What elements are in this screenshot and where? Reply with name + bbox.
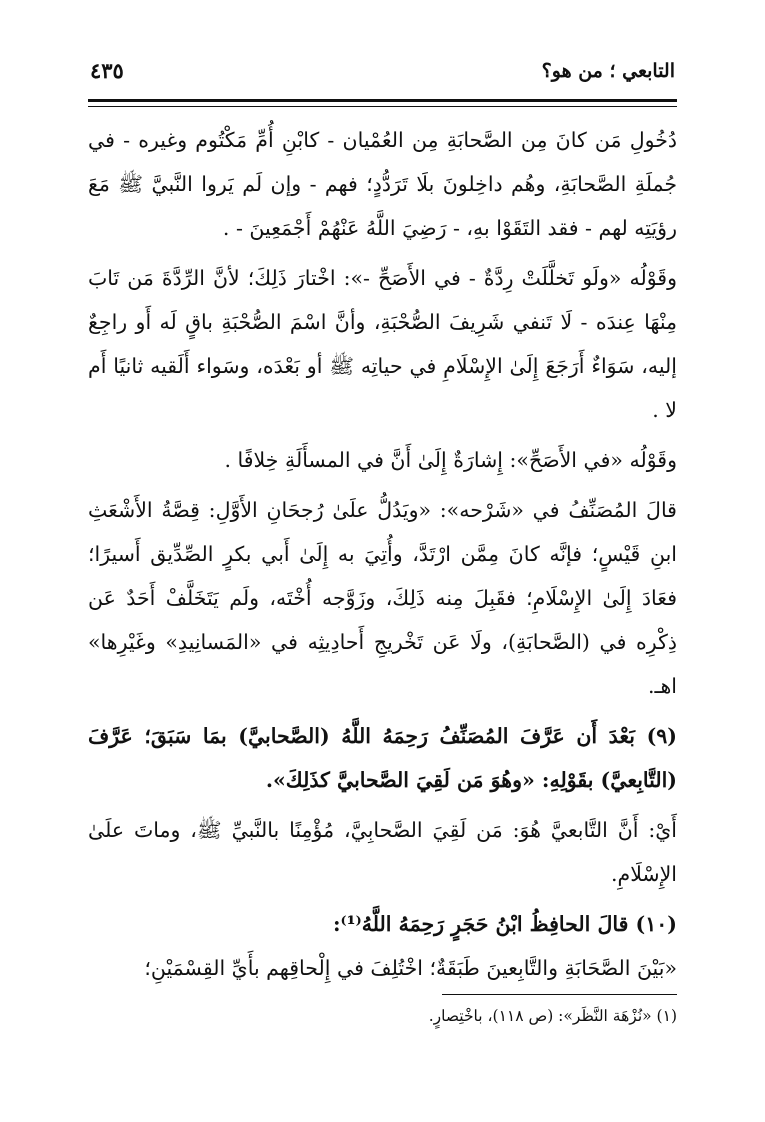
page-header: [90, 58, 675, 94]
paragraph-tabii-definition: أَيْ: أَنَّ التَّابعيَّ هُوَ: مَن لَقِيَ الصَّحابِيَّ، مُؤْمِنًا بالنَّبيِّ ﷺ، وماتَ علَىٰ الإِسْلَامِ.: [88, 818, 677, 886]
header-rule-thick: [88, 99, 677, 102]
paragraph-blind-companions: دُخُولِ مَن كانَ مِن الصَّحابَةِ مِن العُمْيان - كابْنِ أُمِّ مَكْتُوم وغيره - في جُملَةِ الصَّحابَةِ، وهُم داخِلونَ بلَا تَرَدُّدٍ؛ فهم - وإن لَم يَروا النَّبيَّ ﷺ مَعَ رؤيَتِه لهم - فقد التَقَوْا بهِ، - رَضِيَ اللَّهُ عَنْهُمْ أَجْمَعِينَ - .: [88, 128, 678, 240]
paragraph-quote-start: «بَيْنَ الصَّحَابَةِ والتَّابِعينَ طَبَقَةٌ؛ اخْتُلِفَ في إِلْحاقِهم بأَيِّ القِسْمَيْنِ؛: [144, 956, 677, 980]
paragraph-point-9: (٩) بَعْدَ أَن عَرَّفَ المُصَنِّفُ رَحِمَهُ اللَّهُ (الصَّحابيَّ) بمَا سَبَقَ؛ عَرَّفَ (التَّابِعيَّ) بقَوْلِهِ: «وهُوَ مَن لَقِيَ الصَّحابيَّ كذَلِكَ».: [88, 724, 677, 792]
paragraph-most-correct: وقَوْلُه «في الأَصَحِّ»: إِشارَةٌ إِلَىٰ أَنَّ في المسأَلَةِ خِلافًا .: [224, 448, 677, 472]
paragraph-ashath-story: قالَ المُصَنِّفُ في «شَرْحه»: «ويَدُلُّ علَىٰ رُجحَانِ الأَوَّلِ: قِصَّةُ الأَشْعَثِ ابنِ قَيْسٍ؛ فإنَّه كانَ مِمَّن ارْتَدَّ، وأُتِيَ به إِلَىٰ أَبي بكرٍ الصِّدِّيق أَسيرًا؛ فعَادَ إِلَىٰ الإِسْلَامِ؛ فقَبِلَ مِنه ذَلِكَ، وزَوَّجه أُخْتَه، ولَم يَتَخَلَّفْ أَحَدٌ عَن ذِكْرِه في (الصَّحابَةِ)، ولَا عَن تَخْريجِ أَحادِيثِه في «المَسانِيدِ» وغَيْرِها» اهـ.: [88, 498, 677, 698]
page-number: ٤٣٥: [90, 58, 124, 83]
footnote: (١) «نُزْهَة النَّظَر»: (ص ١١٨)، باخْتِصارٍ.: [428, 1007, 677, 1025]
header-rule-thin: [88, 106, 677, 107]
footnote-rule: [442, 994, 677, 995]
main-text: [88, 118, 677, 990]
paragraph-apostasy: وقَوْلُه «ولَو تَخلَّلَتْ رِدَّةٌ - في الأَصَحِّ -»: اخْتارَ ذَلِكَ؛ لأنَّ الرِّدَّةَ مَن تَابَ مِنْهَا عِندَه - لَا تَنفي شَرِيفَ الصُّحْبَةِ، وأنَّ اسْمَ الصُّحْبَةِ باقٍ لَه أَو راجِعٌ إليه، سَوَاءٌ أَرَجَعَ إِلَىٰ الإِسْلَامِ في حياتِه ﷺ أو بَعْدَه، وسَواء أَلَقيه ثانيًا أَم لا .: [88, 266, 677, 422]
running-title: التابعي ؛ من هو؟: [541, 60, 675, 82]
paragraph-point-10: (١٠) قالَ الحافِظُ ابْنُ حَجَرٍ رَحِمَهُ اللَّهُ⁽¹⁾:: [332, 912, 677, 936]
